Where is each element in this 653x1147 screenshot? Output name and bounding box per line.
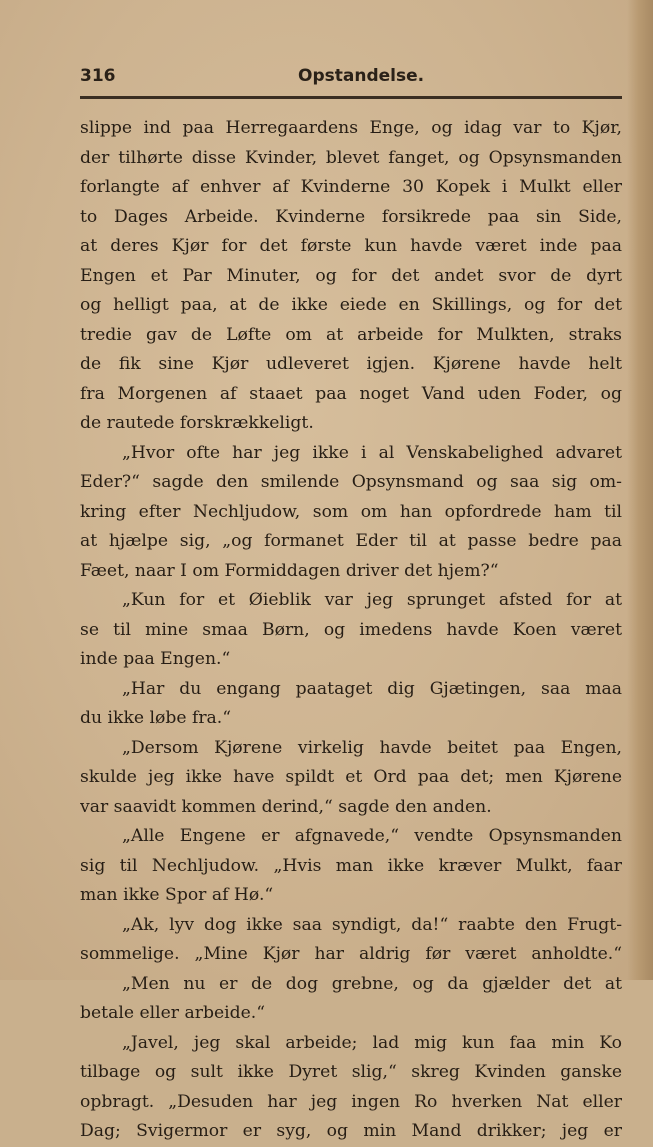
page-edge-shadow [627, 0, 653, 980]
text-line: der tilhørte disse Kvinder, blevet fanget, og Opsynsmanden [80, 147, 622, 168]
text-line: inde paa Engen.“ [80, 649, 231, 669]
text-line: Dag; Svigermor er syg, og min Mand drikker; jeg er [80, 1121, 622, 1141]
text-line: betale eller arbeide.“ [80, 1003, 266, 1023]
text-line: tilbage og sult ikke Dyret slig,“ skreg Kvinden ganske [80, 1062, 622, 1082]
text-line: „Har du engang paataget dig Gjætingen, saa maa [122, 678, 622, 699]
page-header [80, 66, 622, 94]
text-line: de fik sine Kjør udleveret igjen. Kjørene havde helt [80, 354, 622, 374]
text-line: og helligt paa, at de ikke eiede en Skillings, og for det [80, 295, 622, 315]
text-line: „Alle Engene er afgnavede,“ vendte Opsynsmanden [122, 826, 622, 846]
text-line: fra Morgenen af staaet paa noget Vand uden Foder, og [80, 383, 622, 404]
text-line: at deres Kjør for det første kun havde været inde paa [80, 236, 622, 256]
text-line: skulde jeg ikke have spildt et Ord paa det; men Kjørene [80, 767, 622, 787]
text-line: tredie gav de Løfte om at arbeide for Mulkten, straks [80, 324, 622, 345]
text-line: du ikke løbe fra.“ [80, 708, 232, 728]
header-rule [80, 96, 622, 99]
text-line: „Javel, jeg skal arbeide; lad mig kun faa min Ko [122, 1032, 622, 1053]
text-line: „Hvor ofte har jeg ikke i al Venskabelighed advaret [122, 442, 622, 463]
text-line: „Kun for et Øieblik var jeg sprunget afsted for at [122, 590, 622, 610]
text-line: var saavidt kommen derind,“ sagde den anden. [80, 796, 492, 817]
text-line: man ikke Spor af Hø.“ [80, 885, 274, 905]
text-line: sig til Nechljudow. „Hvis man ikke kræver Mulkt, faar [80, 855, 622, 876]
text-line: forlangte af enhver af Kvinderne 30 Kopek i Mulkt eller [80, 177, 622, 197]
text-line: to Dages Arbeide. Kvinderne forsikrede paa sin Side, [80, 206, 622, 227]
text-line: „Ak, lyv dog ikke saa syndigt, da!“ raabte den Frugt- [122, 914, 622, 935]
page-number: 316 [80, 66, 116, 86]
body-text [80, 114, 622, 1147]
text-line: opbragt. „Desuden har jeg ingen Ro hverken Nat eller [80, 1091, 622, 1112]
text-line: Fæet, naar I om Formiddagen driver det hjem?“ [80, 560, 499, 581]
text-line: de rautede forskrækkeligt. [80, 413, 314, 433]
text-line: „Dersom Kjørene virkelig havde beitet paa Engen, [122, 737, 622, 758]
text-line: kring efter Nechljudow, som om han opfordrede ham til [80, 501, 622, 522]
text-line: slippe ind paa Herregaardens Enge, og idag var to Kjør, [80, 118, 622, 138]
text-line: Engen et Par Minuter, og for det andet svor de dyrt [80, 265, 622, 286]
text-line: at hjælpe sig, „og formanet Eder til at passe bedre paa [80, 531, 622, 551]
text-line: Eder?“ sagde den smilende Opsynsmand og saa sig om- [80, 472, 622, 492]
text-line: „Men nu er de dog grebne, og da gjælder det at [122, 973, 622, 994]
running-title: Opstandelse. [298, 66, 425, 86]
text-line: se til mine smaa Børn, og imedens havde Koen været [80, 619, 622, 640]
text-line: sommelige. „Mine Kjør har aldrig før været anholdte.“ [80, 944, 622, 964]
